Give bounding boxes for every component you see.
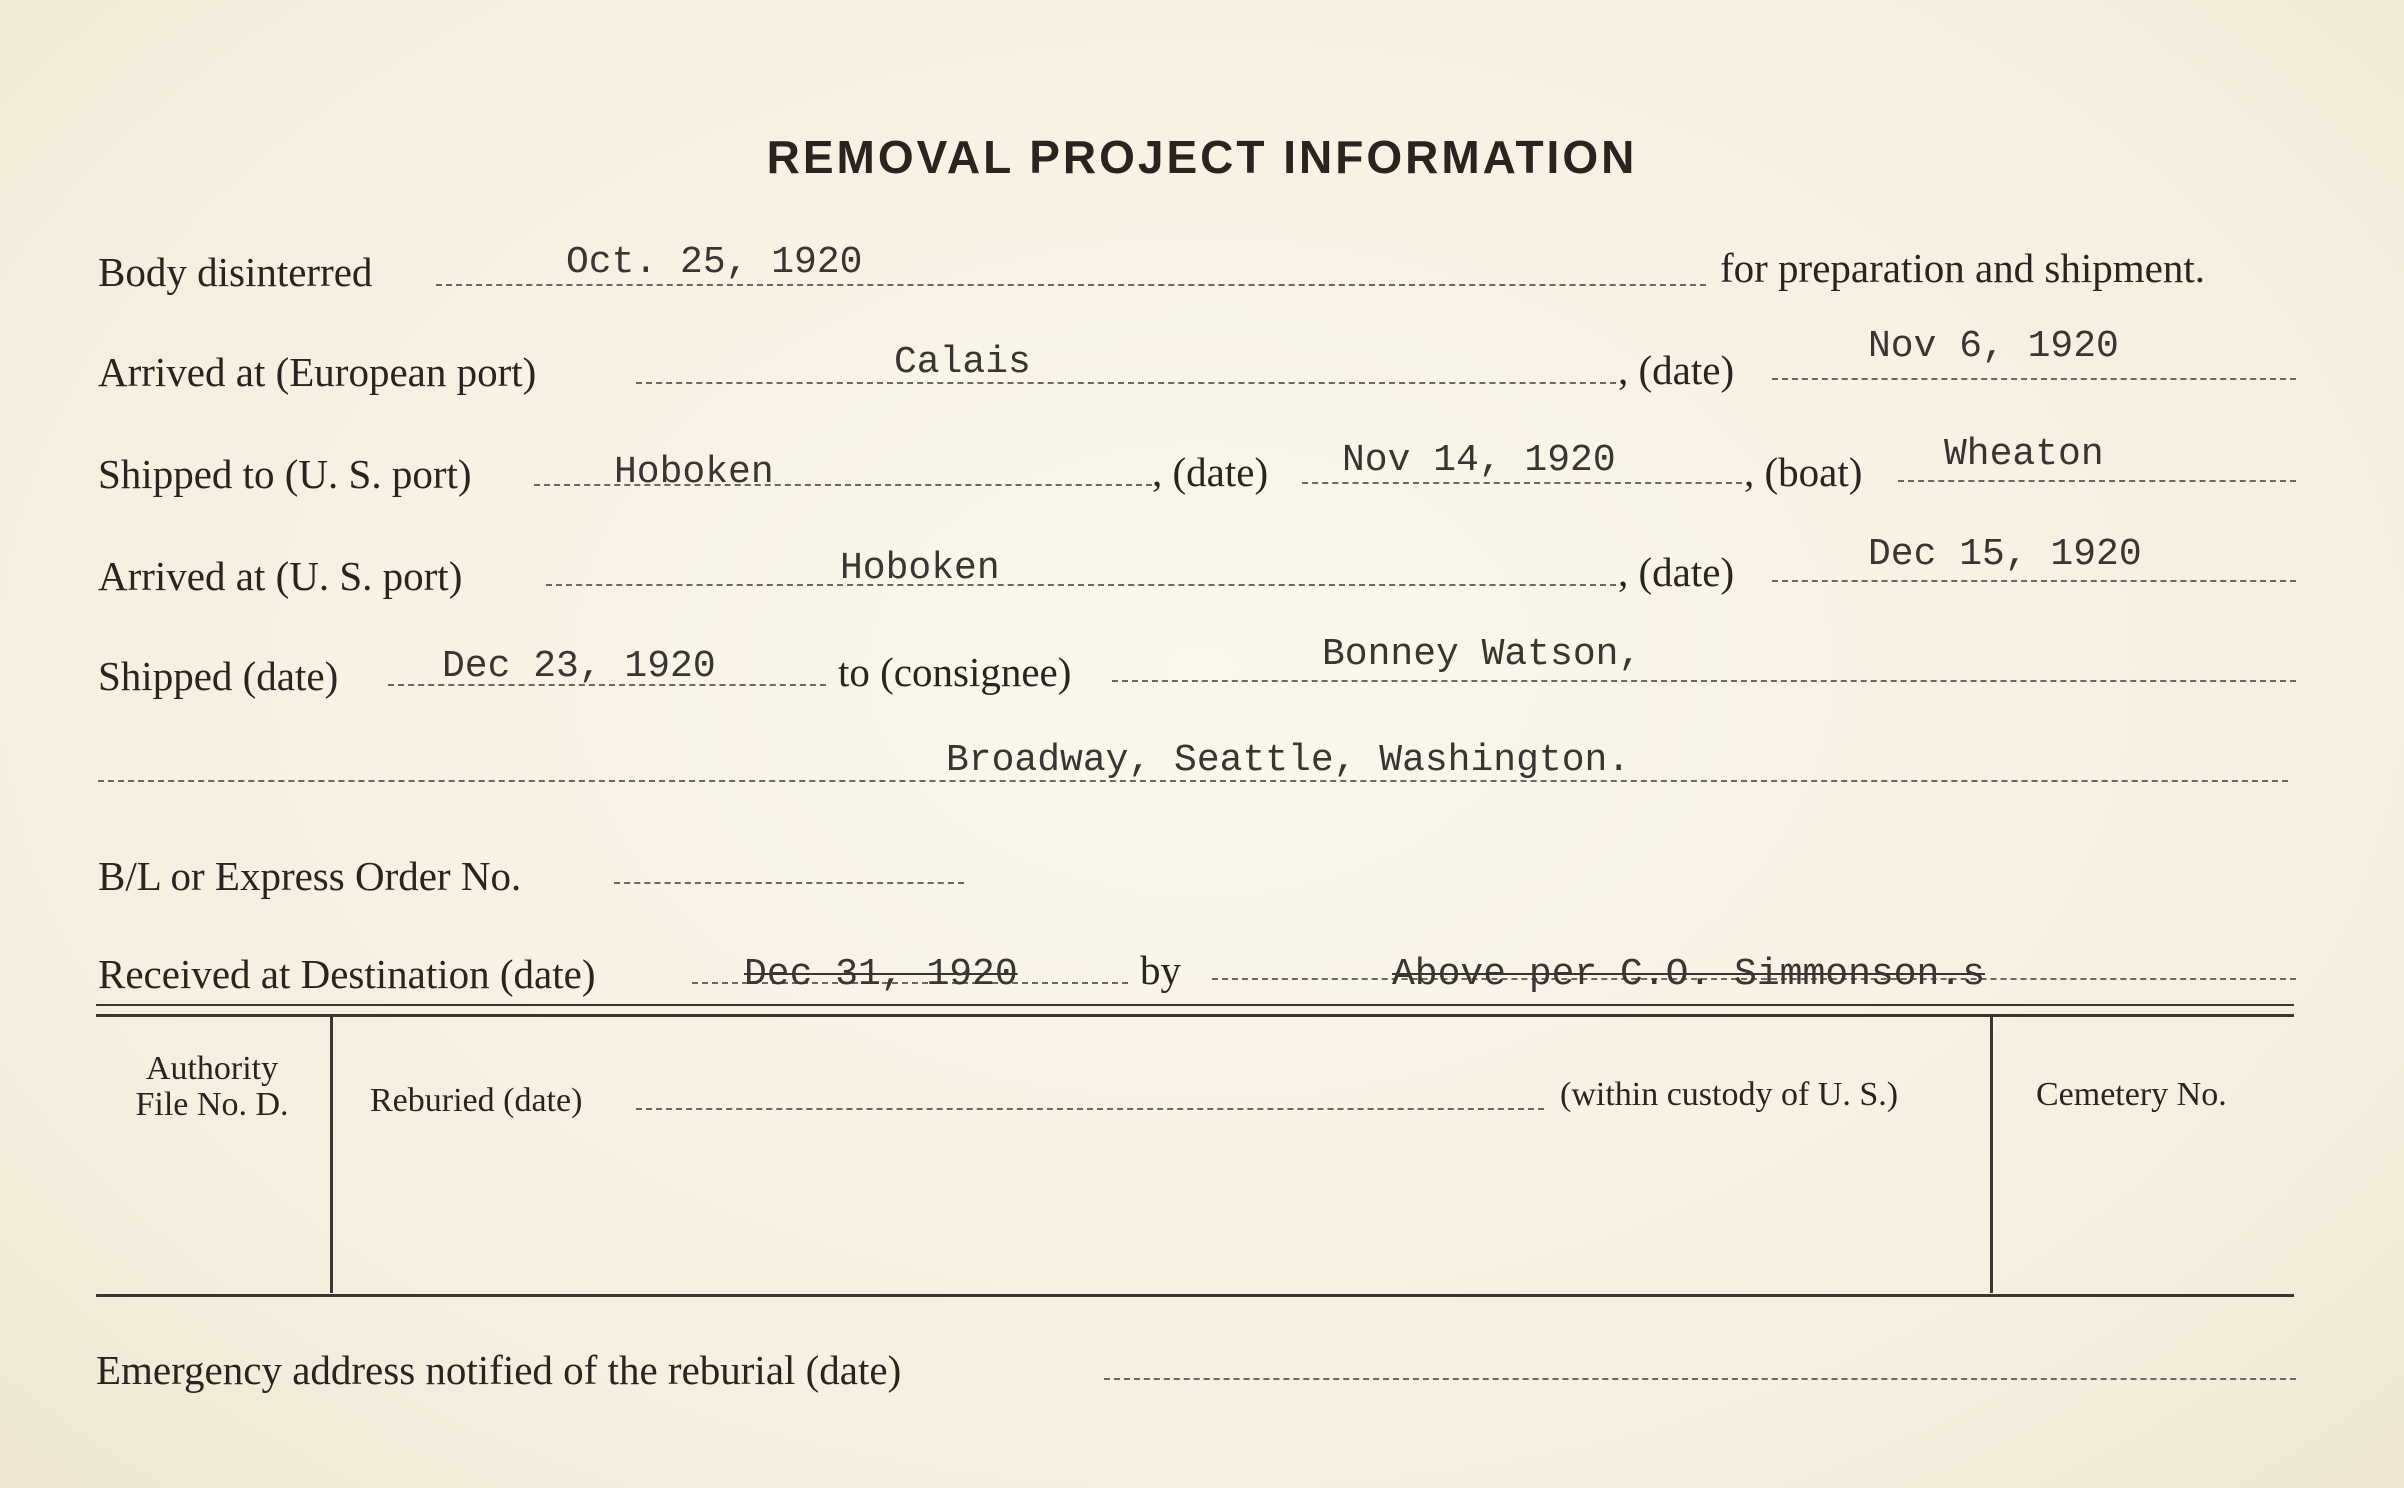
disinterred-label: Body disinterred xyxy=(98,249,373,295)
arrived-us-date-line xyxy=(1772,580,2296,582)
shipped-us-boat-label: , (boat) xyxy=(1744,449,1863,495)
received-label: Received at Destination (date) xyxy=(98,951,596,997)
consignee-address: Broadway, Seattle, Washington. xyxy=(946,739,1631,782)
reburied-line xyxy=(636,1108,1544,1110)
disinterred-value: Oct. 25, 1920 xyxy=(566,241,863,284)
table-bottom-rule xyxy=(96,1294,2294,1297)
table-divider-left xyxy=(330,1017,333,1293)
arrived-euro-label: Arrived at (European port) xyxy=(98,349,537,395)
shipped-us-date: Nov 14, 1920 xyxy=(1342,439,1616,482)
arrived-euro-line xyxy=(636,382,1616,384)
consignee-label: to (consignee) xyxy=(838,649,1072,695)
arrived-us-port: Hoboken xyxy=(840,547,1000,590)
disinterred-suffix: for preparation and shipment. xyxy=(1720,245,2206,291)
arrived-euro-date: Nov 6, 1920 xyxy=(1868,325,2119,368)
table-divider-right xyxy=(1990,1017,1993,1293)
shipped-us-boat-line xyxy=(1898,480,2296,482)
arrived-us-line xyxy=(546,584,1616,586)
arrived-euro-date-label: , (date) xyxy=(1618,347,1735,393)
received-by: Above per C.O. Simmonson.s xyxy=(1392,953,1985,996)
custody-label: (within custody of U. S.) xyxy=(1560,1076,1899,1113)
shipped-us-label: Shipped to (U. S. port) xyxy=(98,451,472,497)
consignee-name: Bonney Watson, xyxy=(1322,633,1642,676)
shipped-label: Shipped (date) xyxy=(98,653,339,699)
arrived-us-date: Dec 15, 1920 xyxy=(1868,533,2142,576)
arrived-us-label: Arrived at (U. S. port) xyxy=(98,553,463,599)
shipped-us-boat: Wheaton xyxy=(1944,433,2104,476)
shipped-us-date-label: , (date) xyxy=(1152,449,1269,495)
arrived-us-date-label: , (date) xyxy=(1618,549,1735,595)
table-top-rule-1 xyxy=(96,1004,2294,1006)
bl-line xyxy=(614,882,964,884)
emergency-line xyxy=(1104,1378,2296,1380)
received-date: Dec 31, 1920 xyxy=(744,953,1018,996)
shipped-date: Dec 23, 1920 xyxy=(442,645,716,688)
bl-label: B/L or Express Order No. xyxy=(98,853,522,899)
reburied-label: Reburied (date) xyxy=(370,1082,583,1119)
card-title-text: REMOVAL PROJECT INFORMATION xyxy=(766,131,1638,183)
arrived-euro-date-line xyxy=(1772,378,2296,380)
card-title xyxy=(0,130,2404,184)
cemetery-label: Cemetery No. xyxy=(2036,1076,2227,1113)
emergency-label: Emergency address notified of the reburial (date) xyxy=(96,1347,902,1393)
disinterred-line xyxy=(436,284,1706,286)
authority-label-1: Authority xyxy=(145,1050,279,1087)
arrived-euro-port: Calais xyxy=(894,341,1031,384)
consignee-line xyxy=(1112,680,2296,682)
shipped-us-date-line xyxy=(1302,482,1742,484)
authority-label-2: File No. D. xyxy=(135,1086,289,1123)
shipped-us-port: Hoboken xyxy=(614,451,774,494)
table-top-rule-2 xyxy=(96,1014,2294,1017)
received-by-label: by xyxy=(1140,947,1181,993)
